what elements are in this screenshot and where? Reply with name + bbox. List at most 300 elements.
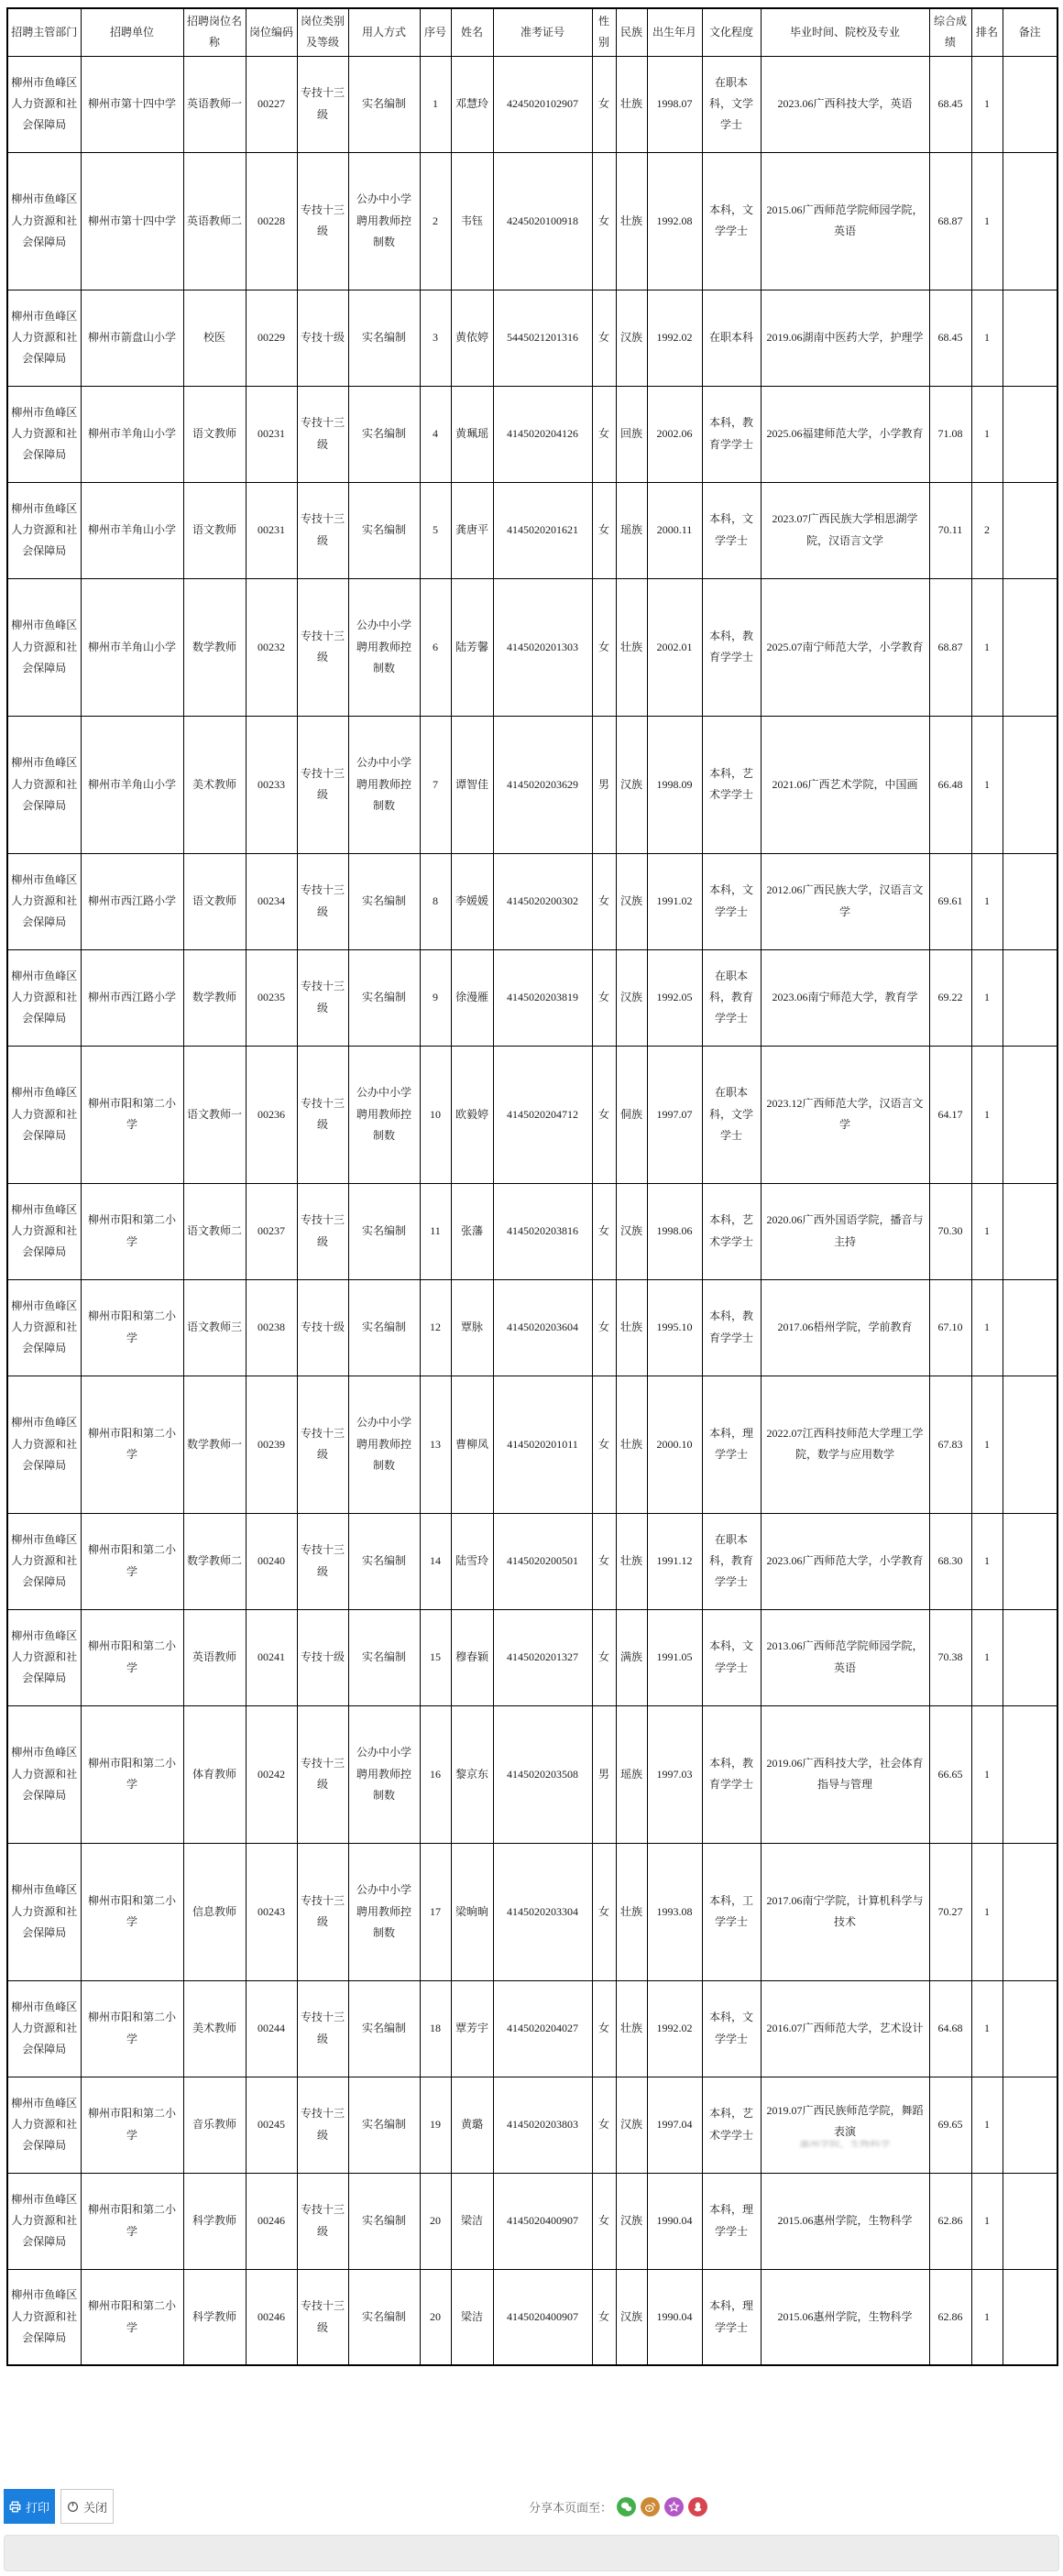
cell: 汉族 — [616, 716, 647, 853]
cell: 体育教师 — [183, 1705, 246, 1843]
cell: 瑶族 — [616, 1705, 647, 1843]
cell: 专技十三级 — [297, 386, 348, 482]
cell: 1992.08 — [647, 152, 702, 290]
cell: 6 — [420, 578, 451, 716]
cell: 1997.03 — [647, 1705, 702, 1843]
cell: 00232 — [246, 578, 297, 716]
table-row — [7, 1980, 1058, 2077]
cell: 英语教师 — [183, 1609, 246, 1705]
cell — [1003, 1980, 1058, 2077]
cell: 梁洁 — [451, 2269, 493, 2365]
cell: 2022.07江西科技师范大学理工学院，数学与应用数学 — [761, 1376, 929, 1513]
cell: 谭智佳 — [451, 716, 493, 853]
cell: 00246 — [246, 2269, 297, 2365]
cell: 2015.06广西师范学院师园学院，英语 — [761, 152, 929, 290]
cell: 1990.04 — [647, 2269, 702, 2365]
cell: 在职本科 — [702, 290, 761, 386]
column-header-4: 岗位类别及等级 — [297, 8, 348, 56]
cell: 68.87 — [929, 578, 971, 716]
cell: 覃脉 — [451, 1279, 493, 1376]
cell: 柳州市箭盘山小学 — [81, 290, 183, 386]
table-row — [7, 1376, 1058, 1513]
cell: 4145020203508 — [493, 1705, 592, 1843]
cell: 本科，艺术学学士 — [702, 1183, 761, 1279]
cell: 68.87 — [929, 152, 971, 290]
cell: 4245020102907 — [493, 56, 592, 152]
cell: 张藩 — [451, 1183, 493, 1279]
cell: 8 — [420, 853, 451, 949]
close-button[interactable] — [60, 2489, 114, 2524]
cell: 66.65 — [929, 1705, 971, 1843]
cell: 公办中小学聘用教师控制数 — [348, 1376, 420, 1513]
cell: 女 — [592, 2173, 616, 2269]
cell: 13 — [420, 1376, 451, 1513]
cell: 女 — [592, 1183, 616, 1279]
cell: 实名编制 — [348, 2173, 420, 2269]
cell: 公办中小学聘用教师控制数 — [348, 1046, 420, 1183]
cell: 公办中小学聘用教师控制数 — [348, 1843, 420, 1980]
table-row — [7, 853, 1058, 949]
cell: 语文教师 — [183, 482, 246, 578]
cell: 柳州市鱼峰区人力资源和社会保障局 — [7, 853, 81, 949]
cell: 专技十三级 — [297, 1843, 348, 1980]
recruitment-result-table — [6, 7, 1058, 2366]
cell: 1991.12 — [647, 1513, 702, 1609]
cell: 瑶族 — [616, 482, 647, 578]
cell: 柳州市鱼峰区人力资源和社会保障局 — [7, 1376, 81, 1513]
cell: 女 — [592, 2269, 616, 2365]
cell: 壮族 — [616, 1843, 647, 1980]
cell: 2015.06惠州学院，生物科学 — [761, 2173, 929, 2269]
cell: 70.11 — [929, 482, 971, 578]
cell: 1998.09 — [647, 716, 702, 853]
cell: 00229 — [246, 290, 297, 386]
cell: 徐漫雁 — [451, 949, 493, 1046]
column-header-3: 岗位编码 — [246, 8, 297, 56]
cell: 4245020100918 — [493, 152, 592, 290]
cell: 00245 — [246, 2077, 297, 2173]
qzone-share-icon[interactable] — [664, 2497, 684, 2516]
qq-share-icon[interactable] — [688, 2497, 707, 2516]
cell: 4145020201327 — [493, 1609, 592, 1705]
cell: 女 — [592, 56, 616, 152]
print-button[interactable] — [4, 2489, 55, 2524]
cell: 柳州市阳和第二小学 — [81, 1980, 183, 2077]
cell: 本科，艺术学学士 — [702, 2077, 761, 2173]
cell: 柳州市阳和第二小学 — [81, 2173, 183, 2269]
cell: 00246 — [246, 2173, 297, 2269]
cell: 7 — [420, 716, 451, 853]
cell: 女 — [592, 949, 616, 1046]
cell: 汉族 — [616, 2077, 647, 2173]
cell: 00234 — [246, 853, 297, 949]
cell: 12 — [420, 1279, 451, 1376]
column-header-0: 招聘主管部门 — [7, 8, 81, 56]
cell: 女 — [592, 853, 616, 949]
cell: 柳州市西江路小学 — [81, 853, 183, 949]
cell — [1003, 482, 1058, 578]
cell: 4145020203629 — [493, 716, 592, 853]
render-ghost-artifact: 惠州学院，生物科学 — [799, 2139, 891, 2149]
cell: 专技十三级 — [297, 482, 348, 578]
cell: 66.48 — [929, 716, 971, 853]
cell: 专技十三级 — [297, 2269, 348, 2365]
cell: 1993.08 — [647, 1843, 702, 1980]
cell: 柳州市西江路小学 — [81, 949, 183, 1046]
cell: 柳州市阳和第二小学 — [81, 1046, 183, 1183]
cell: 柳州市阳和第二小学 — [81, 2077, 183, 2173]
cell: 柳州市鱼峰区人力资源和社会保障局 — [7, 1609, 81, 1705]
table-row — [7, 290, 1058, 386]
cell: 壮族 — [616, 1376, 647, 1513]
cell: 在职本科，文学学士 — [702, 1046, 761, 1183]
cell: 16 — [420, 1705, 451, 1843]
cell: 男 — [592, 1705, 616, 1843]
cell: 1 — [971, 1705, 1003, 1843]
cell: 专技十三级 — [297, 716, 348, 853]
cell: 数学教师 — [183, 578, 246, 716]
cell: 4145020201621 — [493, 482, 592, 578]
cell: 实名编制 — [348, 290, 420, 386]
cell: 黄璐 — [451, 2077, 493, 2173]
cell: 2 — [971, 482, 1003, 578]
cell: 1 — [971, 1279, 1003, 1376]
cell: 1 — [971, 1980, 1003, 2077]
cell: 1 — [971, 949, 1003, 1046]
cell: 壮族 — [616, 1980, 647, 2077]
cell: 1 — [971, 2077, 1003, 2173]
cell: 专技十级 — [297, 1279, 348, 1376]
cell: 4145020200501 — [493, 1513, 592, 1609]
cell: 柳州市阳和第二小学 — [81, 1513, 183, 1609]
table-header-row — [7, 8, 1058, 56]
cell: 壮族 — [616, 56, 647, 152]
cell: 语文教师二 — [183, 1183, 246, 1279]
cell: 00238 — [246, 1279, 297, 1376]
cell: 实名编制 — [348, 1513, 420, 1609]
cell: 2000.11 — [647, 482, 702, 578]
cell: 柳州市鱼峰区人力资源和社会保障局 — [7, 1705, 81, 1843]
table-row — [7, 56, 1058, 152]
cell: 柳州市鱼峰区人力资源和社会保障局 — [7, 482, 81, 578]
cell: 曹柳凤 — [451, 1376, 493, 1513]
cell: 数学教师二 — [183, 1513, 246, 1609]
cell: 柳州市鱼峰区人力资源和社会保障局 — [7, 1980, 81, 2077]
cell: 柳州市阳和第二小学 — [81, 1705, 183, 1843]
cell: 实名编制 — [348, 2077, 420, 2173]
cell — [1003, 2173, 1058, 2269]
cell: 陆芳馨 — [451, 578, 493, 716]
cell: 00242 — [246, 1705, 297, 1843]
cell: 70.27 — [929, 1843, 971, 1980]
cell: 实名编制 — [348, 56, 420, 152]
cell: 00227 — [246, 56, 297, 152]
cell: 美术教师 — [183, 1980, 246, 2077]
cell: 实名编制 — [348, 1980, 420, 2077]
cell: 柳州市鱼峰区人力资源和社会保障局 — [7, 1279, 81, 1376]
cell: 1 — [971, 853, 1003, 949]
column-header-10: 民族 — [616, 8, 647, 56]
cell: 在职本科，文学学士 — [702, 56, 761, 152]
cell: 壮族 — [616, 1513, 647, 1609]
cell: 4145020201011 — [493, 1376, 592, 1513]
cell: 韦钰 — [451, 152, 493, 290]
cell: 柳州市阳和第二小学 — [81, 1609, 183, 1705]
cell: 1991.05 — [647, 1609, 702, 1705]
cell: 00240 — [246, 1513, 297, 1609]
cell: 00236 — [246, 1046, 297, 1183]
cell: 1992.05 — [647, 949, 702, 1046]
cell: 回族 — [616, 386, 647, 482]
cell: 00243 — [246, 1843, 297, 1980]
cell: 69.65 — [929, 2077, 971, 2173]
table-row — [7, 386, 1058, 482]
cell: 2017.06梧州学院，学前教育 — [761, 1279, 929, 1376]
cell: 女 — [592, 1980, 616, 2077]
cell: 1 — [971, 386, 1003, 482]
cell: 4145020203816 — [493, 1183, 592, 1279]
cell: 音乐教师 — [183, 2077, 246, 2173]
cell: 4145020201303 — [493, 578, 592, 716]
cell: 梁洁 — [451, 2173, 493, 2269]
cell: 2 — [420, 152, 451, 290]
cell: 女 — [592, 290, 616, 386]
cell: 1 — [971, 152, 1003, 290]
cell — [1003, 1183, 1058, 1279]
cell: 公办中小学聘用教师控制数 — [348, 578, 420, 716]
cell: 女 — [592, 1046, 616, 1183]
cell: 11 — [420, 1183, 451, 1279]
cell: 李媛媛 — [451, 853, 493, 949]
cell: 柳州市鱼峰区人力资源和社会保障局 — [7, 386, 81, 482]
cell — [1003, 2269, 1058, 2365]
cell: 2019.06湖南中医药大学，护理学 — [761, 290, 929, 386]
cell: 黄珮瑶 — [451, 386, 493, 482]
cell: 数学教师 — [183, 949, 246, 1046]
cell: 2019.06广西科技大学，社会体育指导与管理 — [761, 1705, 929, 1843]
cell — [1003, 152, 1058, 290]
cell: 科学教师 — [183, 2269, 246, 2365]
cell: 2023.06广西科技大学，英语 — [761, 56, 929, 152]
cell: 1 — [971, 56, 1003, 152]
table-row — [7, 1843, 1058, 1980]
cell: 女 — [592, 1279, 616, 1376]
cell — [1003, 853, 1058, 949]
cell: 黄依婷 — [451, 290, 493, 386]
cell: 在职本科，教育学学士 — [702, 949, 761, 1046]
cell: 柳州市羊角山小学 — [81, 386, 183, 482]
cell: 2017.06南宁学院，计算机科学与技术 — [761, 1843, 929, 1980]
cell: 本科，文学学士 — [702, 152, 761, 290]
cell: 女 — [592, 1609, 616, 1705]
cell: 4145020204126 — [493, 386, 592, 482]
cell: 2000.10 — [647, 1376, 702, 1513]
cell: 2002.06 — [647, 386, 702, 482]
cell: 专技十三级 — [297, 578, 348, 716]
cell: 柳州市阳和第二小学 — [81, 1183, 183, 1279]
cell: 专技十三级 — [297, 1046, 348, 1183]
cell: 语文教师三 — [183, 1279, 246, 1376]
cell: 5445021201316 — [493, 290, 592, 386]
cell: 1992.02 — [647, 290, 702, 386]
cell: 64.17 — [929, 1046, 971, 1183]
cell: 壮族 — [616, 152, 647, 290]
cell: 1 — [420, 56, 451, 152]
cell: 专技十三级 — [297, 152, 348, 290]
cell: 男 — [592, 716, 616, 853]
cell: 1992.02 — [647, 1980, 702, 2077]
table-row — [7, 1046, 1058, 1183]
cell: 女 — [592, 1843, 616, 1980]
cell: 00244 — [246, 1980, 297, 2077]
cell: 柳州市羊角山小学 — [81, 716, 183, 853]
cell: 4145020200302 — [493, 853, 592, 949]
cell: 1 — [971, 716, 1003, 853]
cell: 2016.07广西师范大学，艺术设计 — [761, 1980, 929, 2077]
cell: 柳州市鱼峰区人力资源和社会保障局 — [7, 152, 81, 290]
cell: 00231 — [246, 386, 297, 482]
cell: 汉族 — [616, 2173, 647, 2269]
cell: 本科，文学学士 — [702, 1609, 761, 1705]
cell — [1003, 949, 1058, 1046]
bottom-scroll-strip[interactable] — [4, 2535, 1059, 2571]
table-row — [7, 482, 1058, 578]
cell: 柳州市羊角山小学 — [81, 578, 183, 716]
cell: 4145020203304 — [493, 1843, 592, 1980]
cell: 美术教师 — [183, 716, 246, 853]
cell: 17 — [420, 1843, 451, 1980]
cell: 柳州市阳和第二小学 — [81, 1279, 183, 1376]
table-row — [7, 2269, 1058, 2365]
cell: 龚唐平 — [451, 482, 493, 578]
cell: 实名编制 — [348, 949, 420, 1046]
cell: 实名编制 — [348, 1609, 420, 1705]
cell: 1 — [971, 1183, 1003, 1279]
cell: 1 — [971, 1046, 1003, 1183]
cell: 4145020203819 — [493, 949, 592, 1046]
cell: 68.45 — [929, 56, 971, 152]
table-row — [7, 949, 1058, 1046]
column-header-6: 序号 — [420, 8, 451, 56]
cell: 本科，教育学学士 — [702, 386, 761, 482]
cell: 柳州市鱼峰区人力资源和社会保障局 — [7, 2269, 81, 2365]
cell: 67.10 — [929, 1279, 971, 1376]
cell: 柳州市鱼峰区人力资源和社会保障局 — [7, 716, 81, 853]
cell: 柳州市鱼峰区人力资源和社会保障局 — [7, 949, 81, 1046]
cell: 1998.07 — [647, 56, 702, 152]
cell: 1995.10 — [647, 1279, 702, 1376]
cell: 数学教师一 — [183, 1376, 246, 1513]
cell: 15 — [420, 1609, 451, 1705]
cell: 2025.07南宁师范大学，小学教育 — [761, 578, 929, 716]
cell: 实名编制 — [348, 1279, 420, 1376]
table-row — [7, 152, 1058, 290]
cell: 2023.12广西师范大学，汉语言文学 — [761, 1046, 929, 1183]
cell: 语文教师 — [183, 853, 246, 949]
cell: 67.83 — [929, 1376, 971, 1513]
cell: 柳州市羊角山小学 — [81, 482, 183, 578]
weibo-share-icon[interactable] — [641, 2497, 660, 2516]
table-row — [7, 1279, 1058, 1376]
cell: 1 — [971, 1513, 1003, 1609]
cell: 本科，文学学士 — [702, 482, 761, 578]
column-header-2: 招聘岗位名称 — [183, 8, 246, 56]
table-row — [7, 2173, 1058, 2269]
cell: 68.45 — [929, 290, 971, 386]
cell: 专技十三级 — [297, 853, 348, 949]
cell: 汉族 — [616, 949, 647, 1046]
cell: 穆春颖 — [451, 1609, 493, 1705]
cell — [1003, 1609, 1058, 1705]
cell: 2021.06广西艺术学院，中国画 — [761, 716, 929, 853]
wechat-share-icon[interactable] — [617, 2497, 636, 2516]
cell: 柳州市鱼峰区人力资源和社会保障局 — [7, 1046, 81, 1183]
cell: 陆雪玲 — [451, 1513, 493, 1609]
share-label: 分享本页面至： — [528, 2500, 612, 2515]
cell: 梁晌晌 — [451, 1843, 493, 1980]
cell: 本科，理学学士 — [702, 2269, 761, 2365]
cell: 2025.06福建师范大学，小学教育 — [761, 386, 929, 482]
cell: 5 — [420, 482, 451, 578]
share-section — [529, 2497, 707, 2516]
cell: 4145020204027 — [493, 1980, 592, 2077]
cell: 64.68 — [929, 1980, 971, 2077]
cell: 2015.06惠州学院，生物科学 — [761, 2269, 929, 2365]
cell: 专技十三级 — [297, 2173, 348, 2269]
cell: 柳州市第十四中学 — [81, 56, 183, 152]
cell: 18 — [420, 1980, 451, 2077]
table-row — [7, 2077, 1058, 2173]
cell: 欧毅婷 — [451, 1046, 493, 1183]
cell: 语文教师 — [183, 386, 246, 482]
cell: 1 — [971, 1609, 1003, 1705]
cell: 在职本科，教育学学士 — [702, 1513, 761, 1609]
cell: 本科，理学学士 — [702, 1376, 761, 1513]
cell: 本科，文学学士 — [702, 853, 761, 949]
cell: 00231 — [246, 482, 297, 578]
cell: 专技十三级 — [297, 949, 348, 1046]
cell — [1003, 386, 1058, 482]
cell: 汉族 — [616, 1183, 647, 1279]
cell: 实名编制 — [348, 482, 420, 578]
cell: 女 — [592, 482, 616, 578]
cell: 汉族 — [616, 2269, 647, 2365]
cell: 壮族 — [616, 578, 647, 716]
cell: 00235 — [246, 949, 297, 1046]
cell: 女 — [592, 386, 616, 482]
cell: 专技十三级 — [297, 2077, 348, 2173]
cell: 70.30 — [929, 1183, 971, 1279]
cell: 19 — [420, 2077, 451, 2173]
cell: 专技十三级 — [297, 1705, 348, 1843]
print-button-label: 打印 — [25, 2500, 49, 2515]
footer-action-bar — [4, 2487, 1059, 2526]
cell: 10 — [420, 1046, 451, 1183]
table-row — [7, 1705, 1058, 1843]
cell: 柳州市第十四中学 — [81, 152, 183, 290]
cell — [1003, 1705, 1058, 1843]
cell: 实名编制 — [348, 853, 420, 949]
cell: 2012.06广西民族大学，汉语言文学 — [761, 853, 929, 949]
cell: 汉族 — [616, 290, 647, 386]
cell: 实名编制 — [348, 386, 420, 482]
cell: 本科，教育学学士 — [702, 1279, 761, 1376]
cell: 女 — [592, 1513, 616, 1609]
cell: 62.86 — [929, 2269, 971, 2365]
close-button-label: 关闭 — [82, 2500, 107, 2515]
printer-icon — [9, 2501, 21, 2513]
cell: 68.30 — [929, 1513, 971, 1609]
